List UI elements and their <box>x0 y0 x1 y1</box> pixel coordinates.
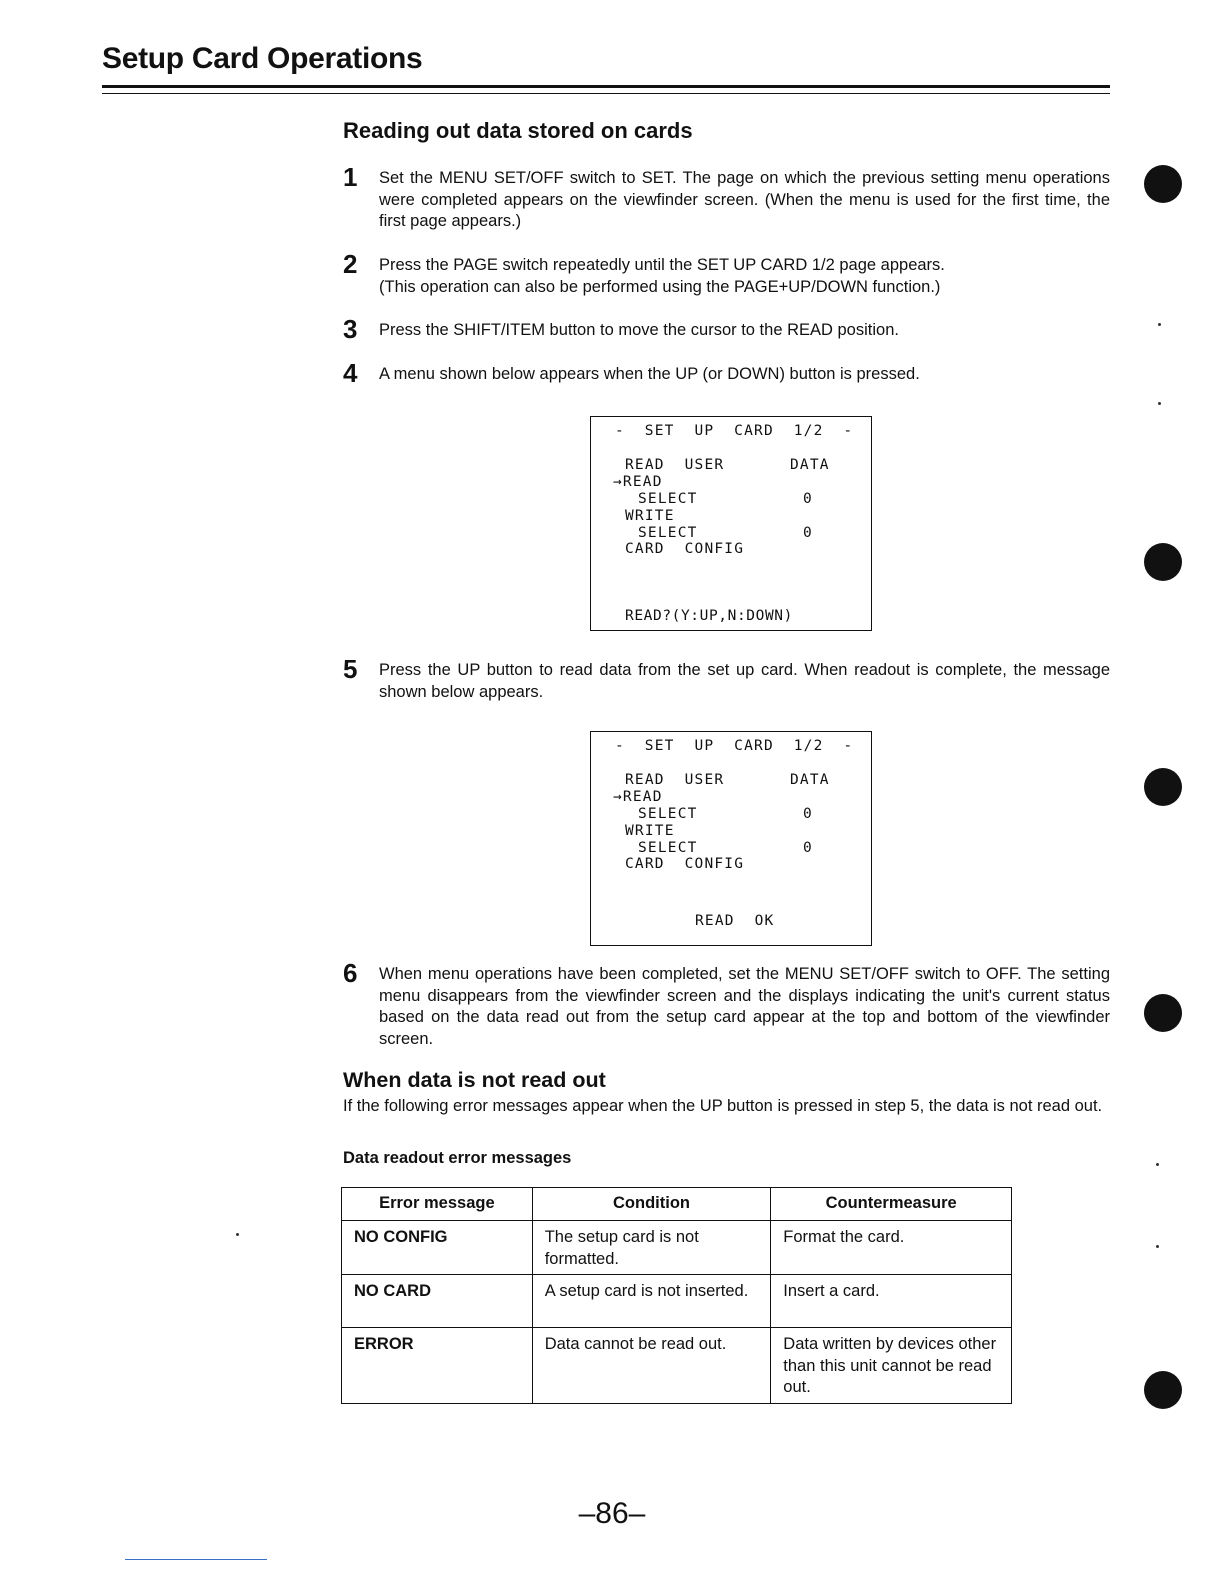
page-title: Setup Card Operations <box>102 42 423 75</box>
column-header-error-message: Error message <box>342 1188 533 1221</box>
error-condition: Data cannot be read out. <box>532 1328 771 1404</box>
scan-speck <box>236 1233 239 1236</box>
step-number: 5 <box>343 654 358 684</box>
binder-hole-dot <box>1144 768 1182 806</box>
error-code: NO CARD <box>342 1275 533 1328</box>
menu-read-user: READ USER <box>625 457 725 473</box>
error-condition: A setup card is not inserted. <box>532 1275 771 1328</box>
footer-rule <box>125 1559 267 1560</box>
menu-screen-read-prompt <box>590 416 872 631</box>
error-countermeasure: Insert a card. <box>771 1275 1012 1328</box>
error-code: NO CONFIG <box>342 1221 533 1275</box>
binder-hole-dot <box>1144 1371 1182 1409</box>
menu-read-select: SELECT <box>638 491 698 507</box>
table-row <box>342 1328 1012 1404</box>
menu-read-select: SELECT <box>638 806 698 822</box>
error-condition: The setup card is not formatted. <box>532 1221 771 1275</box>
menu-read-select-value: 0 <box>803 491 813 507</box>
menu-card-config: CARD CONFIG <box>625 856 745 872</box>
menu-card-config: CARD CONFIG <box>625 541 745 557</box>
step-text: When menu operations have been completed, set the MENU SET/OFF switch to OFF. The setting menu disappears from the viewfinder screen and the displays indicating the unit's current status based on the data read out from the setup card appear at the top and bottom of the viewfinder screen. <box>379 965 1110 1048</box>
step-number: 2 <box>343 249 358 279</box>
scan-speck <box>1158 323 1161 326</box>
step-3 <box>343 314 1110 344</box>
step-number: 4 <box>343 358 358 388</box>
scan-speck <box>1158 402 1161 405</box>
menu-title: - SET UP CARD 1/2 - <box>615 423 854 439</box>
table-row <box>342 1221 1012 1275</box>
menu-read-select-value: 0 <box>803 806 813 822</box>
menu-data-label: DATA <box>790 772 830 788</box>
menu-data-label: DATA <box>790 457 830 473</box>
step-text: Press the SHIFT/ITEM button to move the cursor to the READ position. <box>379 321 899 339</box>
error-message-table <box>341 1187 1012 1404</box>
step-number: 3 <box>343 314 358 344</box>
menu-write-select-value: 0 <box>803 525 813 541</box>
error-countermeasure: Format the card. <box>771 1221 1012 1275</box>
menu-write-select: SELECT <box>638 840 698 856</box>
column-header-condition: Condition <box>532 1188 771 1221</box>
not-read-paragraph: If the following error messages appear when the UP button is pressed in step 5, the data is not read out. <box>343 1097 1103 1115</box>
step-6 <box>343 958 1110 1050</box>
error-countermeasure: Data written by devices other than this unit cannot be read out. <box>771 1328 1012 1404</box>
step-4 <box>343 358 1110 388</box>
binder-hole-dot <box>1144 543 1182 581</box>
menu-read-user: READ USER <box>625 772 725 788</box>
step-text: Set the MENU SET/OFF switch to SET. The page on which the previous setting menu operations were completed appears on the viewfinder screen. (When the menu is used for the first time, the first page appears.) <box>379 169 1110 230</box>
menu-read-ok-message: READ OK <box>695 913 775 929</box>
title-rule-thin <box>102 93 1110 94</box>
table-header-row <box>342 1188 1012 1221</box>
step-text: Press the UP button to read data from the set up card. When readout is complete, the message shown below appears. <box>379 661 1110 701</box>
menu-read-cursor: →READ <box>613 789 663 805</box>
table-row <box>342 1275 1012 1328</box>
menu-write: WRITE <box>625 508 675 524</box>
menu-write: WRITE <box>625 823 675 839</box>
step-text: A menu shown below appears when the UP (or DOWN) button is pressed. <box>379 365 920 383</box>
menu-title: - SET UP CARD 1/2 - <box>615 738 854 754</box>
menu-write-select-value: 0 <box>803 840 813 856</box>
column-header-countermeasure: Countermeasure <box>771 1188 1012 1221</box>
section-heading: Reading out data stored on cards <box>343 118 693 143</box>
menu-screen-read-ok <box>590 731 872 946</box>
step-number: 1 <box>343 162 358 192</box>
error-code: ERROR <box>342 1328 533 1404</box>
menu-read-cursor: →READ <box>613 474 663 490</box>
menu-write-select: SELECT <box>638 525 698 541</box>
menu-read-prompt: READ?(Y:UP,N:DOWN) <box>625 608 793 624</box>
binder-hole-dot <box>1144 165 1182 203</box>
page-number: –86– <box>578 1497 646 1530</box>
table-caption: Data readout error messages <box>343 1149 572 1167</box>
scan-speck <box>1156 1163 1159 1166</box>
step-number: 6 <box>343 958 358 988</box>
binder-hole-dot <box>1144 994 1182 1032</box>
title-rule <box>102 85 1110 88</box>
subsection-heading: When data is not read out <box>343 1068 606 1092</box>
scan-speck <box>1156 1245 1159 1248</box>
step-text: Press the PAGE switch repeatedly until the SET UP CARD 1/2 page appears. (This operation can also be performed using the PAGE+UP/DOWN function.) <box>379 256 945 296</box>
step-1 <box>343 162 1110 233</box>
step-5 <box>343 654 1110 703</box>
step-2 <box>343 249 1110 298</box>
